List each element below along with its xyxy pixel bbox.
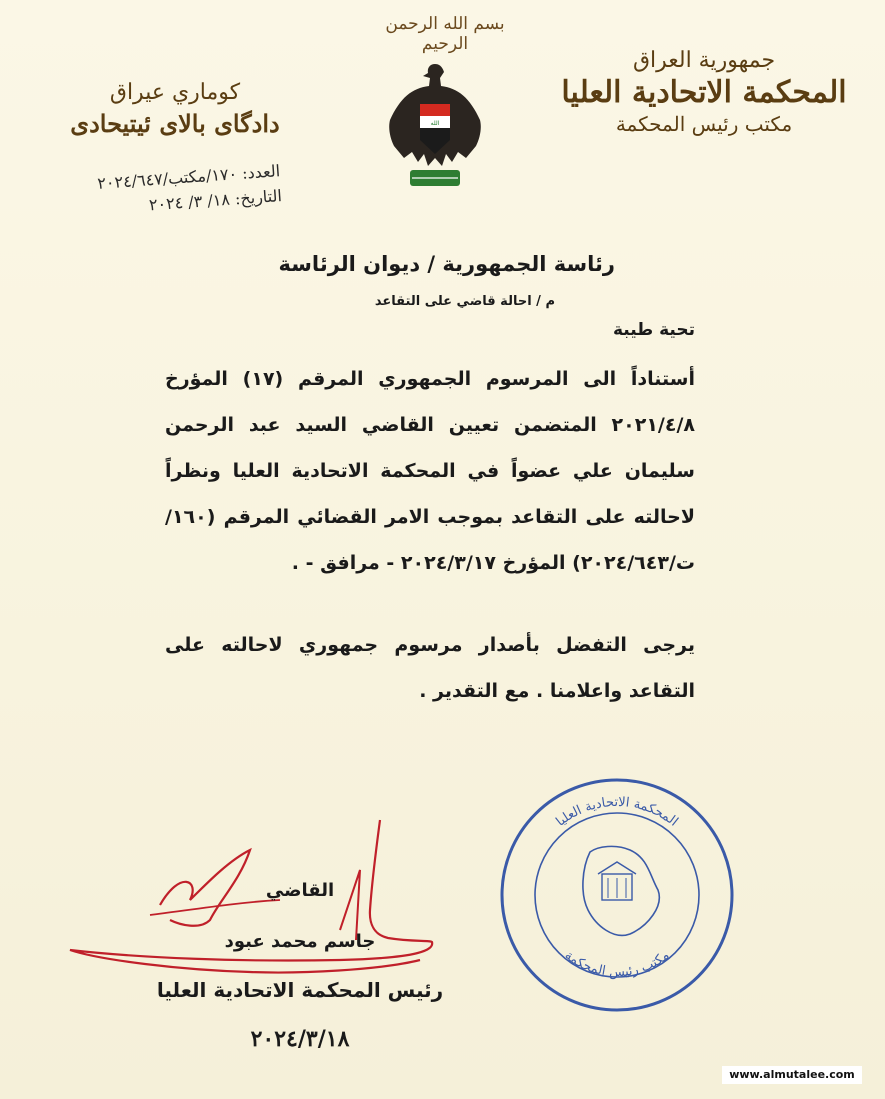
iraq-map-icon bbox=[583, 846, 659, 935]
letterhead-office: مكتب رئيس المحكمة bbox=[615, 112, 793, 136]
stamp-text-top: المحكمة الاتحادية العليا bbox=[553, 794, 681, 830]
signature-date: ٢٠٢٤/٣/١٨ bbox=[250, 1026, 350, 1052]
addressee: رئاسة الجمهورية / ديوان الرئاسة bbox=[278, 252, 615, 276]
letter-request: يرجى التفضل بأصدار مرسوم جمهوري لاحالته على التقاعد واعلامنا . مع التقدير . bbox=[165, 634, 695, 702]
letter-body: أستناداً الى المرسوم الجمهوري المرقم (١٧) المؤرخ ٢٠٢١/٤/٨ المتضمن تعيين القاضي السيد عبد الرحمن سليمان علي عضواً في المحكمة الاتحادية العليا ونظراً لاحالته على التقاعد بموجب الامر القضائي المرقم (١٦٠/ت/٢٠٢٤/٦٤٣) المؤرخ ٢٠٢٤/٣/١٧ - مرافق - . bbox=[165, 368, 695, 574]
signer-title: القاضي bbox=[265, 880, 335, 901]
signature-block bbox=[150, 880, 450, 1052]
signer-position: رئيس المحكمة الاتحادية العليا bbox=[156, 978, 444, 1002]
reference-number: العدد: ١٧٠/مكتب/٢٠٢٤/٦٤٧ bbox=[96, 161, 281, 193]
letterhead-country: جمهورية العراق bbox=[632, 48, 776, 73]
letterhead-court: المحكمة الاتحادية العليا bbox=[561, 75, 847, 110]
basmala: بسم الله الرحمن الرحيم bbox=[385, 14, 505, 54]
reference-date: التاريخ: ١٨/ ٣/ ٢٠٢٤ bbox=[148, 186, 283, 215]
svg-text:مكتب رئيس المحكمة bbox=[562, 948, 673, 980]
iraq-eagle-emblem-icon bbox=[382, 58, 488, 196]
subject-line: م / احالة قاضي على التقاعد bbox=[374, 294, 555, 309]
letterhead-kurdish-court: دادگای بالای ئیتیحادی bbox=[70, 109, 280, 138]
signer-name: جاسم محمد عبود bbox=[224, 931, 376, 952]
greeting: تحية طيبة bbox=[612, 320, 695, 340]
reference-block bbox=[10, 161, 283, 230]
letterhead-kurdish-country: كوماري عيراق bbox=[109, 80, 241, 105]
letterhead-kurdish bbox=[40, 80, 310, 138]
svg-text:الله: الله bbox=[430, 120, 440, 127]
site-watermark: www.almutalee.com bbox=[722, 1066, 862, 1084]
stamp-text-bottom: مكتب رئيس المحكمة bbox=[561, 948, 673, 981]
letterhead-arabic bbox=[559, 48, 849, 136]
official-stamp bbox=[498, 776, 736, 1014]
